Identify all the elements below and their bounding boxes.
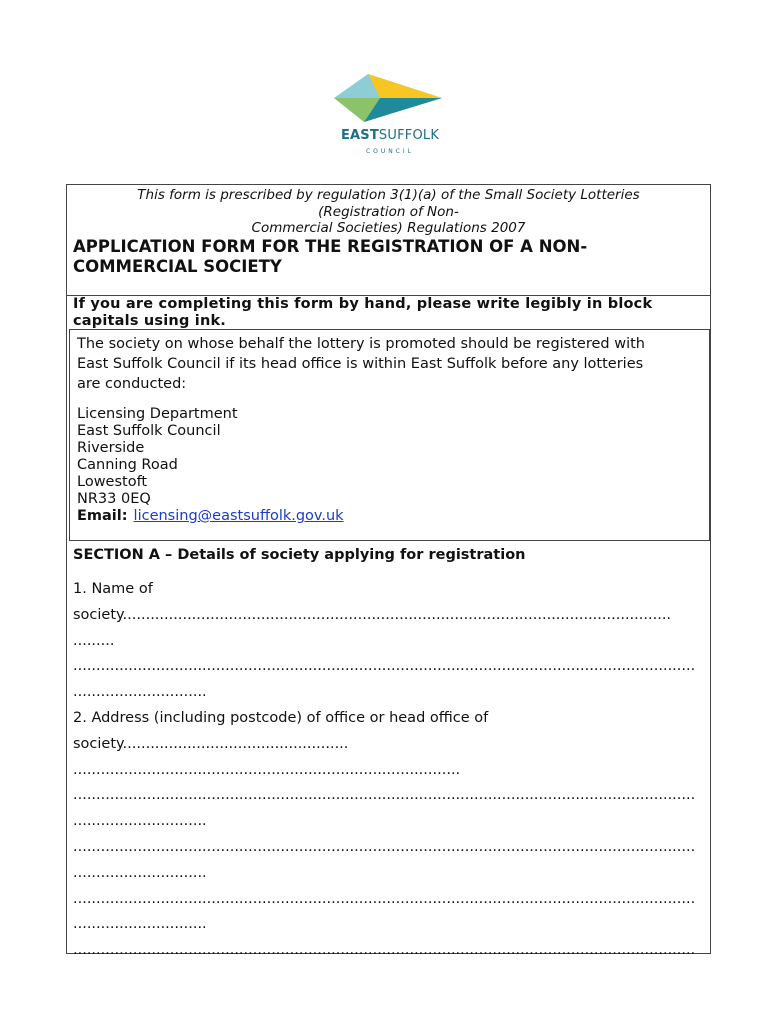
society-name-field-line[interactable]: ....................................................................................................................................... — [73, 658, 696, 675]
address-field-line[interactable]: ....................................................................................................................................... — [73, 890, 696, 907]
logo-shape-yellow — [368, 74, 442, 98]
handwriting-instruction — [73, 296, 703, 330]
form-title — [73, 237, 693, 277]
email-label: Email: — [77, 508, 128, 524]
address-question-label: 2. Address (including postcode) of office or head office of — [73, 709, 489, 726]
address-field-line[interactable]: ....................................................................................................................................... — [73, 942, 696, 959]
society-name-label: 1. Name of — [73, 581, 153, 597]
form-title-line-1: APPLICATION FORM FOR THE REGISTRATION OF A NON- — [73, 237, 588, 256]
address-field-line[interactable]: ............................. — [73, 916, 207, 933]
prescribed-note — [67, 187, 710, 237]
address-line: Licensing Department — [77, 406, 238, 422]
council-address — [77, 406, 344, 525]
logo-word-suffolk: SUFFOLK — [378, 128, 440, 143]
prescribed-line-2: (Registration of Non- — [318, 203, 459, 220]
intro-line-2: East Suffolk Council if its head office is within East Suffolk before any lotteries — [77, 356, 644, 372]
form-frame — [66, 184, 711, 959]
intro-line-3: are conducted: — [77, 376, 187, 392]
email-row — [77, 508, 344, 525]
address-postcode: NR33 0EQ — [77, 491, 151, 507]
society-name-field-line[interactable]: ............................. — [73, 684, 207, 701]
address-line: Lowestoft — [77, 474, 148, 490]
prescribed-line-3: Commercial Societies) Regulations 2007 — [251, 220, 526, 236]
address-field-line[interactable]: ....................................................................................................................................... — [73, 838, 696, 855]
address-line: East Suffolk Council — [77, 423, 221, 439]
address-field[interactable]: society................................................. — [73, 735, 349, 752]
form-title-line-2: COMMERCIAL SOCIETY — [73, 257, 282, 276]
registration-info-box — [69, 329, 710, 541]
section-a-fields — [73, 577, 705, 964]
prescribed-line-1: This form is prescribed by regulation 3(1)(a) of the Small Society Lotteries — [137, 187, 640, 203]
registration-intro — [77, 334, 697, 394]
society-name-field[interactable]: society....................................................................................................................... — [73, 606, 672, 623]
address-field-line[interactable]: ............................. — [73, 864, 207, 881]
address-line: Canning Road — [77, 457, 178, 473]
intro-line-1: The society on whose behalf the lottery is promoted should be registered with — [77, 336, 645, 352]
email-link[interactable]: licensing@eastsuffolk.gov.uk — [133, 508, 344, 524]
logo-subtitle: COUNCIL — [365, 148, 415, 155]
instruction-line-2: capitals using ink. — [73, 313, 227, 329]
address-field-line[interactable]: ............................. — [73, 813, 207, 830]
logo-wordmark — [330, 128, 450, 143]
address-line: Riverside — [77, 440, 145, 456]
east-suffolk-logo — [330, 70, 450, 160]
logo-word-east: EAST — [340, 128, 379, 143]
instruction-line-1: If you are completing this form by hand, please write legibly in block — [73, 296, 653, 312]
logo-mark-icon — [330, 70, 450, 130]
society-name-field-cont[interactable]: ......... — [73, 632, 115, 649]
address-field-line[interactable]: .................................................................................... — [73, 761, 461, 778]
section-a-heading: SECTION A – Details of society applying for registration — [73, 547, 526, 563]
address-field-line[interactable]: ....................................................................................................................................... — [73, 787, 696, 804]
